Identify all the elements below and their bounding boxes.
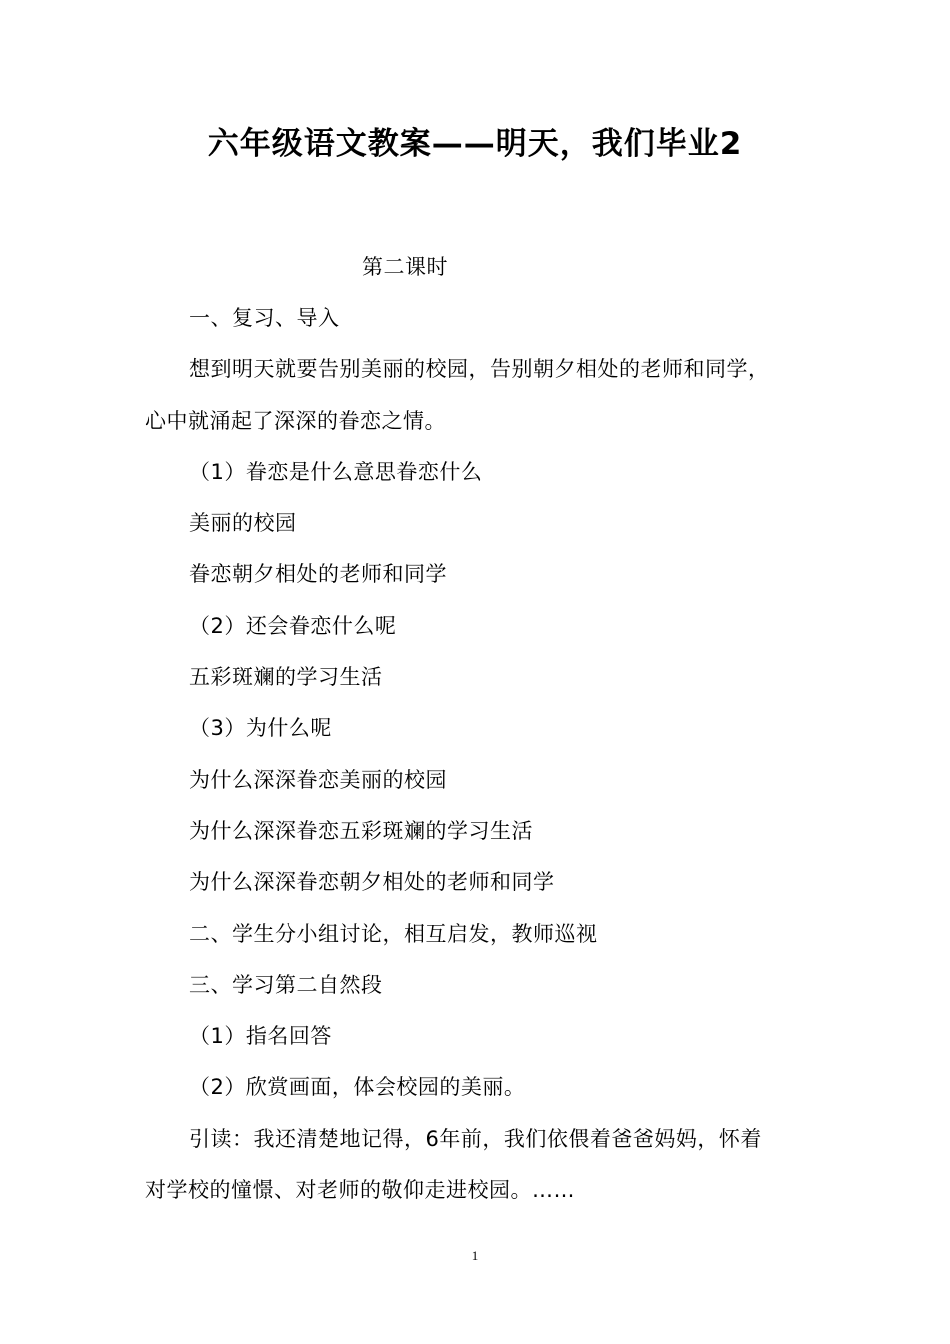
paragraph-line: 引读：我还清楚地记得，6年前，我们依偎着爸爸妈妈，怀着 [189, 1127, 762, 1151]
paragraph-line: 五彩斑斓的学习生活 [189, 665, 383, 689]
paragraph-line: 对学校的憧憬、对老师的敬仰走进校园。…… [145, 1178, 575, 1202]
paragraph-line: 为什么深深眷恋美丽的校园 [189, 768, 447, 792]
document-title: 六年级语文教案——明天，我们毕业2 [207, 126, 743, 162]
question-line: （1）眷恋是什么意思眷恋什么 [189, 460, 483, 484]
paragraph-line: 为什么深深眷恋朝夕相处的老师和同学 [189, 870, 555, 894]
question-line: （2）欣赏画面，体会校园的美丽。 [189, 1075, 526, 1099]
paragraph-line: 为什么深深眷恋五彩斑斓的学习生活 [189, 819, 533, 843]
paragraph-line: 想到明天就要告别美丽的校园，告别朝夕相处的老师和同学， [189, 357, 770, 381]
question-line: （1）指名回答 [189, 1024, 332, 1048]
section-heading-discussion: 二、学生分小组讨论，相互启发，教师巡视 [189, 922, 598, 946]
paragraph-line: 眷恋朝夕相处的老师和同学 [189, 562, 447, 586]
section-heading-review: 一、复习、导入 [189, 306, 340, 330]
lesson-heading: 第二课时 [362, 255, 448, 279]
paragraph-line: 心中就涌起了深深的眷恋之情。 [145, 409, 446, 433]
section-heading-study: 三、学习第二自然段 [189, 973, 383, 997]
paragraph-line: 美丽的校园 [189, 511, 297, 535]
page-number: 1 [471, 1248, 479, 1263]
question-line: （3）为什么呢 [189, 716, 332, 740]
question-line: （2）还会眷恋什么呢 [189, 614, 397, 638]
